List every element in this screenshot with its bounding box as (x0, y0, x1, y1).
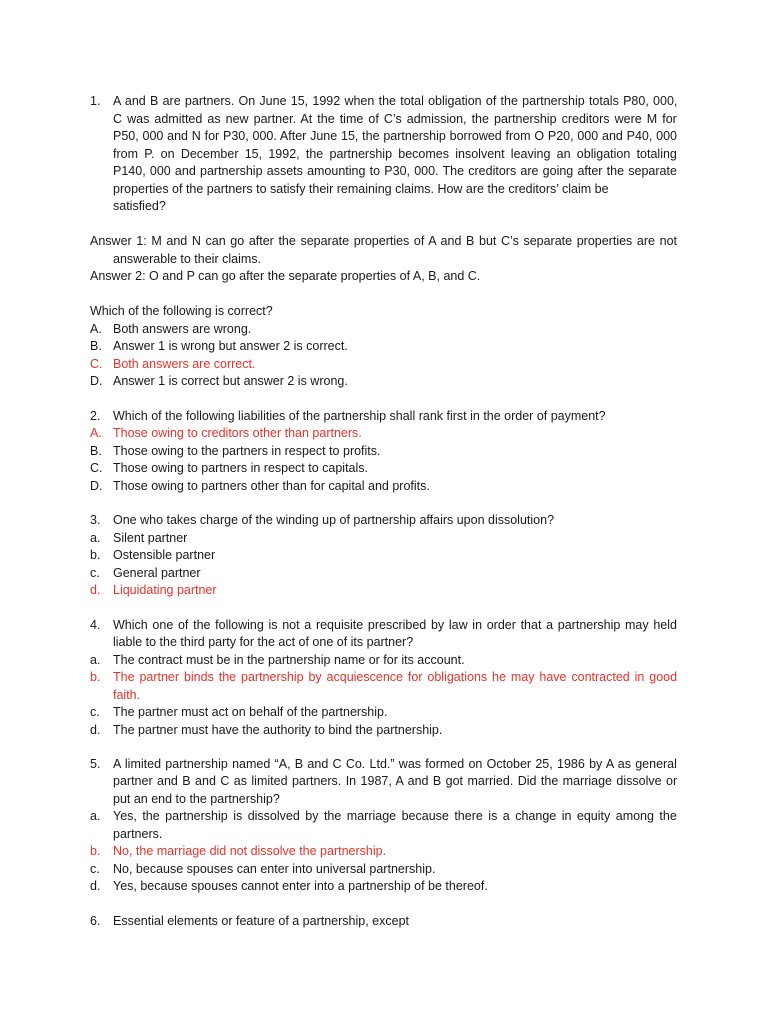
q4-option-b-text: The partner binds the partnership by acquiescence for obligations he may have contracted in good (113, 670, 678, 684)
q1-option-a-text: Both answers are wrong. (113, 322, 252, 336)
q1-option-b-text: Answer 1 is wrong but answer 2 is correct. (113, 339, 348, 353)
q1-option-b-letter: B. (90, 339, 102, 353)
q4-number: 4. (90, 618, 101, 632)
q1-text-line-2: C was admitted as new partner. At the time of C’s admission, the partnership creditors were M for (113, 112, 677, 126)
q4-option-a-letter: a. (90, 653, 101, 667)
q4-text-line-2: liable to the third party for the act of one of its partner? (113, 635, 414, 649)
q4-option-a-text: The contract must be in the partnership name or for its account. (113, 653, 465, 667)
q1-option-c-letter: C. (90, 357, 103, 371)
q5-text-line-1: A limited partnership named “A, B and C Co. Ltd.” was formed on October 25, 1986 by A as general (113, 757, 677, 771)
q2-option-c-letter: C. (90, 461, 103, 475)
q1-number: 1. (90, 94, 101, 108)
q6-text: Essential elements or feature of a partnership, except (113, 914, 409, 928)
q1-text-line-4: from P. on December 15, 1992, the partnership becomes insolvent leaving an obligation totaling (113, 147, 677, 161)
q5-text-line-2: partner and B and C as limited partners. In 1987, A and B got married. Did the marriage dissolve or (113, 774, 678, 788)
q4-option-b-letter: b. (90, 670, 101, 684)
q3-option-c-text: General partner (113, 566, 201, 580)
q1-text-line-1: A and B are partners. On June 15, 1992 when the total obligation of the partnership totals P80, 000, (113, 94, 678, 108)
q1-text-line-7: satisfied? (113, 199, 166, 213)
q4-option-d-text: The partner must have the authority to bind the partnership. (113, 723, 443, 737)
q4-text-line-1: Which one of the following is not a requisite prescribed by law in order that a partnership may held (113, 618, 677, 632)
q4-option-b-text-2: faith. (113, 688, 141, 702)
q5-option-a-text-2: partners. (113, 827, 163, 841)
q3-option-a-letter: a. (90, 531, 101, 545)
q2-option-a-letter: A. (90, 426, 102, 440)
q1-option-d-text: Answer 1 is correct but answer 2 is wrong. (113, 374, 348, 388)
q2-option-b-text: Those owing to the partners in respect to profits. (113, 444, 381, 458)
q3-option-b-letter: b. (90, 548, 101, 562)
q5-text-line-3: put an end to the partnership? (113, 792, 280, 806)
q5-number: 5. (90, 757, 101, 771)
q4-option-c-text: The partner must act on behalf of the partnership. (113, 705, 388, 719)
q4-option-c-letter: c. (90, 705, 100, 719)
q3-number: 3. (90, 513, 101, 527)
q1-answer1-line-1: Answer 1: M and N can go after the separate properties of A and B but C’s separate properties are not (90, 234, 677, 248)
q1-answer2: Answer 2: O and P can go after the separate properties of A, B, and C. (90, 269, 481, 283)
q5-option-b-text: No, the marriage did not dissolve the partnership. (113, 844, 387, 858)
q4-option-d-letter: d. (90, 723, 101, 737)
q1-option-c-text: Both answers are correct. (113, 357, 256, 371)
q5-option-d-letter: d. (90, 879, 101, 893)
q5-option-a-letter: a. (90, 809, 101, 823)
q2-option-d-letter: D. (90, 479, 103, 493)
q6-number: 6. (90, 914, 101, 928)
q2-text: Which of the following liabilities of the partnership shall rank first in the order of payment? (113, 409, 606, 423)
q1-text-line-5: P140, 000 and partnership assets amounting to P30, 000. The creditors are going after the separate (113, 164, 677, 178)
q2-number: 2. (90, 409, 101, 423)
q3-option-c-letter: c. (90, 566, 100, 580)
q3-option-b-text: Ostensible partner (113, 548, 216, 562)
q5-option-c-letter: c. (90, 862, 100, 876)
q1-option-a-letter: A. (90, 322, 102, 336)
q5-option-c-text: No, because spouses can enter into universal partnership. (113, 862, 436, 876)
q3-text: One who takes charge of the winding up of partnership affairs upon dissolution? (113, 513, 555, 527)
q1-answer1-line-2: answerable to their claims. (113, 252, 261, 266)
q1-prompt: Which of the following is correct? (90, 304, 273, 318)
q3-option-d-text: Liquidating partner (113, 583, 217, 597)
q1-text-line-3: P50, 000 and N for P30, 000. After June 15, the partnership borrowed from O P20, 000 and P40, 000 (113, 129, 678, 143)
q1-option-d-letter: D. (90, 374, 103, 388)
q3-option-d-letter: d. (90, 583, 101, 597)
q2-option-d-text: Those owing to partners other than for capital and profits. (113, 479, 430, 493)
q5-option-b-letter: b. (90, 844, 101, 858)
q2-option-c-text: Those owing to partners in respect to capitals. (113, 461, 368, 475)
q1-text-line-6: properties of the partners to satisfy their remaining claims. How are the creditors’ claim be (113, 182, 609, 196)
q2-option-a-text: Those owing to creditors other than partners. (113, 426, 362, 440)
q5-option-d-text: Yes, because spouses cannot enter into a partnership of be thereof. (113, 879, 488, 893)
q5-option-a-text: Yes, the partnership is dissolved by the marriage because there is a change in equity among the (113, 809, 677, 823)
q2-option-b-letter: B. (90, 444, 102, 458)
q3-option-a-text: Silent partner (113, 531, 188, 545)
